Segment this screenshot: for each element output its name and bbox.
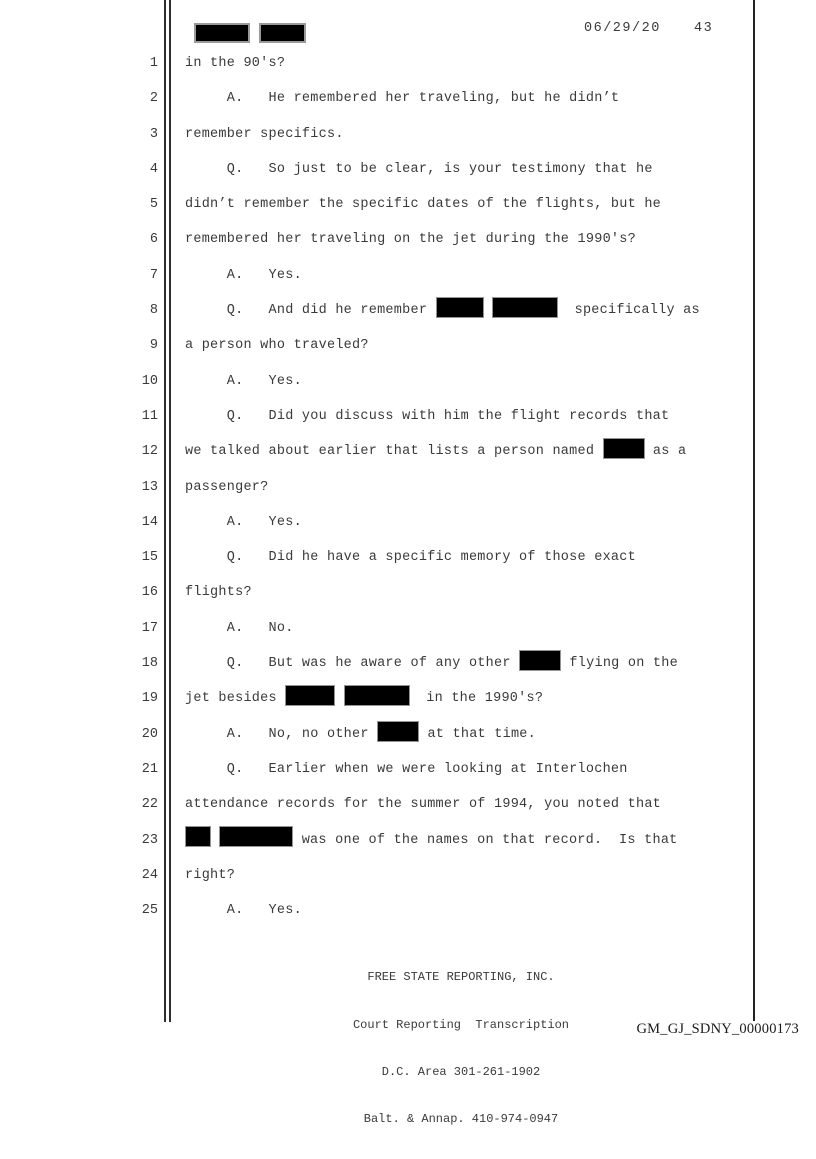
line-text: A. No, no other at that time.: [185, 717, 536, 752]
line-number: 1: [149, 56, 158, 71]
transcript-line: [0, 46, 816, 81]
transcript-line: [0, 470, 816, 505]
redaction-box: [519, 650, 561, 671]
line-number: 5: [149, 197, 158, 213]
transcript-line: [0, 611, 816, 646]
line-number: 6: [149, 232, 158, 248]
line-text: passenger?: [185, 479, 269, 495]
redaction-box: [285, 685, 335, 706]
redaction-box: [436, 297, 484, 318]
transcript-line: [0, 399, 816, 434]
redaction-box: [492, 297, 558, 318]
line-text: remember specifics.: [185, 126, 344, 142]
line-number: 15: [141, 550, 158, 566]
transcript-line: [0, 858, 816, 893]
line-number: 7: [149, 267, 158, 283]
transcript-line: [0, 152, 816, 187]
line-number: 21: [141, 761, 158, 777]
line-text: Q. Earlier when we were looking at Interlochen: [185, 761, 628, 777]
redaction-box: [603, 438, 645, 459]
line-number: 25: [141, 903, 158, 919]
line-text: we talked about earlier that lists a person named as a: [185, 434, 686, 469]
redaction-box: [194, 23, 250, 43]
redaction-box: [344, 685, 410, 706]
line-text: Q. So just to be clear, is your testimony that he: [185, 161, 653, 177]
redaction-box: [219, 826, 293, 847]
line-number: 13: [141, 479, 158, 495]
transcript-line: [0, 81, 816, 116]
line-text: flights?: [185, 585, 252, 601]
header-redactions: [194, 23, 306, 43]
line-text: a person who traveled?: [185, 338, 369, 354]
line-number: 9: [149, 338, 158, 354]
transcript-line: [0, 646, 816, 681]
line-text: jet besides in the 1990's?: [185, 681, 543, 716]
redaction-box: [377, 721, 419, 742]
line-text: A. Yes.: [185, 267, 302, 283]
transcript-line: [0, 293, 816, 328]
line-text: was one of the names on that record. Is that: [185, 823, 678, 858]
line-text: A. No.: [185, 620, 294, 636]
transcript-line: [0, 505, 816, 540]
transcript-line: [0, 187, 816, 222]
line-number: 12: [141, 444, 158, 460]
transcript-line: [0, 752, 816, 787]
line-text: Q. Did he have a specific memory of those exact: [185, 550, 636, 566]
transcript-line: [0, 893, 816, 928]
footer-services: Court Reporting Transcription: [352, 1017, 570, 1032]
line-number: 11: [141, 408, 158, 424]
line-number: 4: [149, 161, 158, 177]
line-text: Q. And did he remember specifically as: [185, 293, 700, 328]
line-text: A. Yes.: [185, 514, 302, 530]
line-number: 3: [149, 126, 158, 142]
header-page-number: 43: [694, 21, 714, 36]
line-number: 24: [141, 867, 158, 883]
bates-number: GM_GJ_SDNY_00000173: [636, 1021, 799, 1037]
redaction-box: [259, 23, 306, 43]
line-text: in the 90's?: [185, 56, 286, 71]
transcript-line: [0, 328, 816, 363]
line-number: 2: [149, 91, 158, 107]
line-text: A. He remembered her traveling, but he didn’t: [185, 91, 620, 107]
line-number: 20: [141, 726, 158, 742]
line-text: remembered her traveling on the jet during the 1990's?: [185, 232, 636, 248]
line-number: 19: [141, 691, 158, 707]
transcript-body: [0, 46, 816, 928]
transcript-line: [0, 222, 816, 257]
line-text: Q. Did you discuss with him the flight records that: [185, 408, 670, 424]
transcript-line: [0, 575, 816, 610]
transcript-line: [0, 540, 816, 575]
footer-phone-dc: D.C. Area 301-261-1902: [381, 1064, 541, 1079]
footer-phone-balt: Balt. & Annap. 410-974-0947: [363, 1111, 559, 1126]
transcript-line: [0, 823, 816, 858]
line-text: right?: [185, 867, 236, 883]
line-text: A. Yes.: [185, 373, 302, 389]
line-number: 10: [141, 373, 158, 389]
transcript-line: [0, 717, 816, 752]
header-date: 06/29/20: [584, 21, 661, 36]
line-number: 22: [141, 797, 158, 813]
reporter-footer: [185, 939, 737, 1159]
line-number: 16: [141, 585, 158, 601]
line-text: attendance records for the summer of 1994, you noted that: [185, 797, 662, 813]
transcript-line: [0, 117, 816, 152]
line-number: 17: [141, 620, 158, 636]
transcript-line: [0, 681, 816, 716]
transcript-line: [0, 364, 816, 399]
line-number: 8: [149, 303, 158, 319]
line-number: 23: [141, 832, 158, 848]
page-header: [0, 0, 816, 46]
redaction-box: [185, 826, 211, 847]
footer-company: FREE STATE REPORTING, INC.: [367, 970, 555, 985]
line-text: A. Yes.: [185, 903, 302, 919]
line-text: Q. But was he aware of any other flying on the: [185, 646, 678, 681]
line-text: didn’t remember the specific dates of the flights, but he: [185, 197, 662, 213]
transcript-line: [0, 787, 816, 822]
transcript-line: [0, 258, 816, 293]
line-number: 14: [141, 514, 158, 530]
transcript-line: [0, 434, 816, 469]
line-number: 18: [141, 656, 158, 672]
